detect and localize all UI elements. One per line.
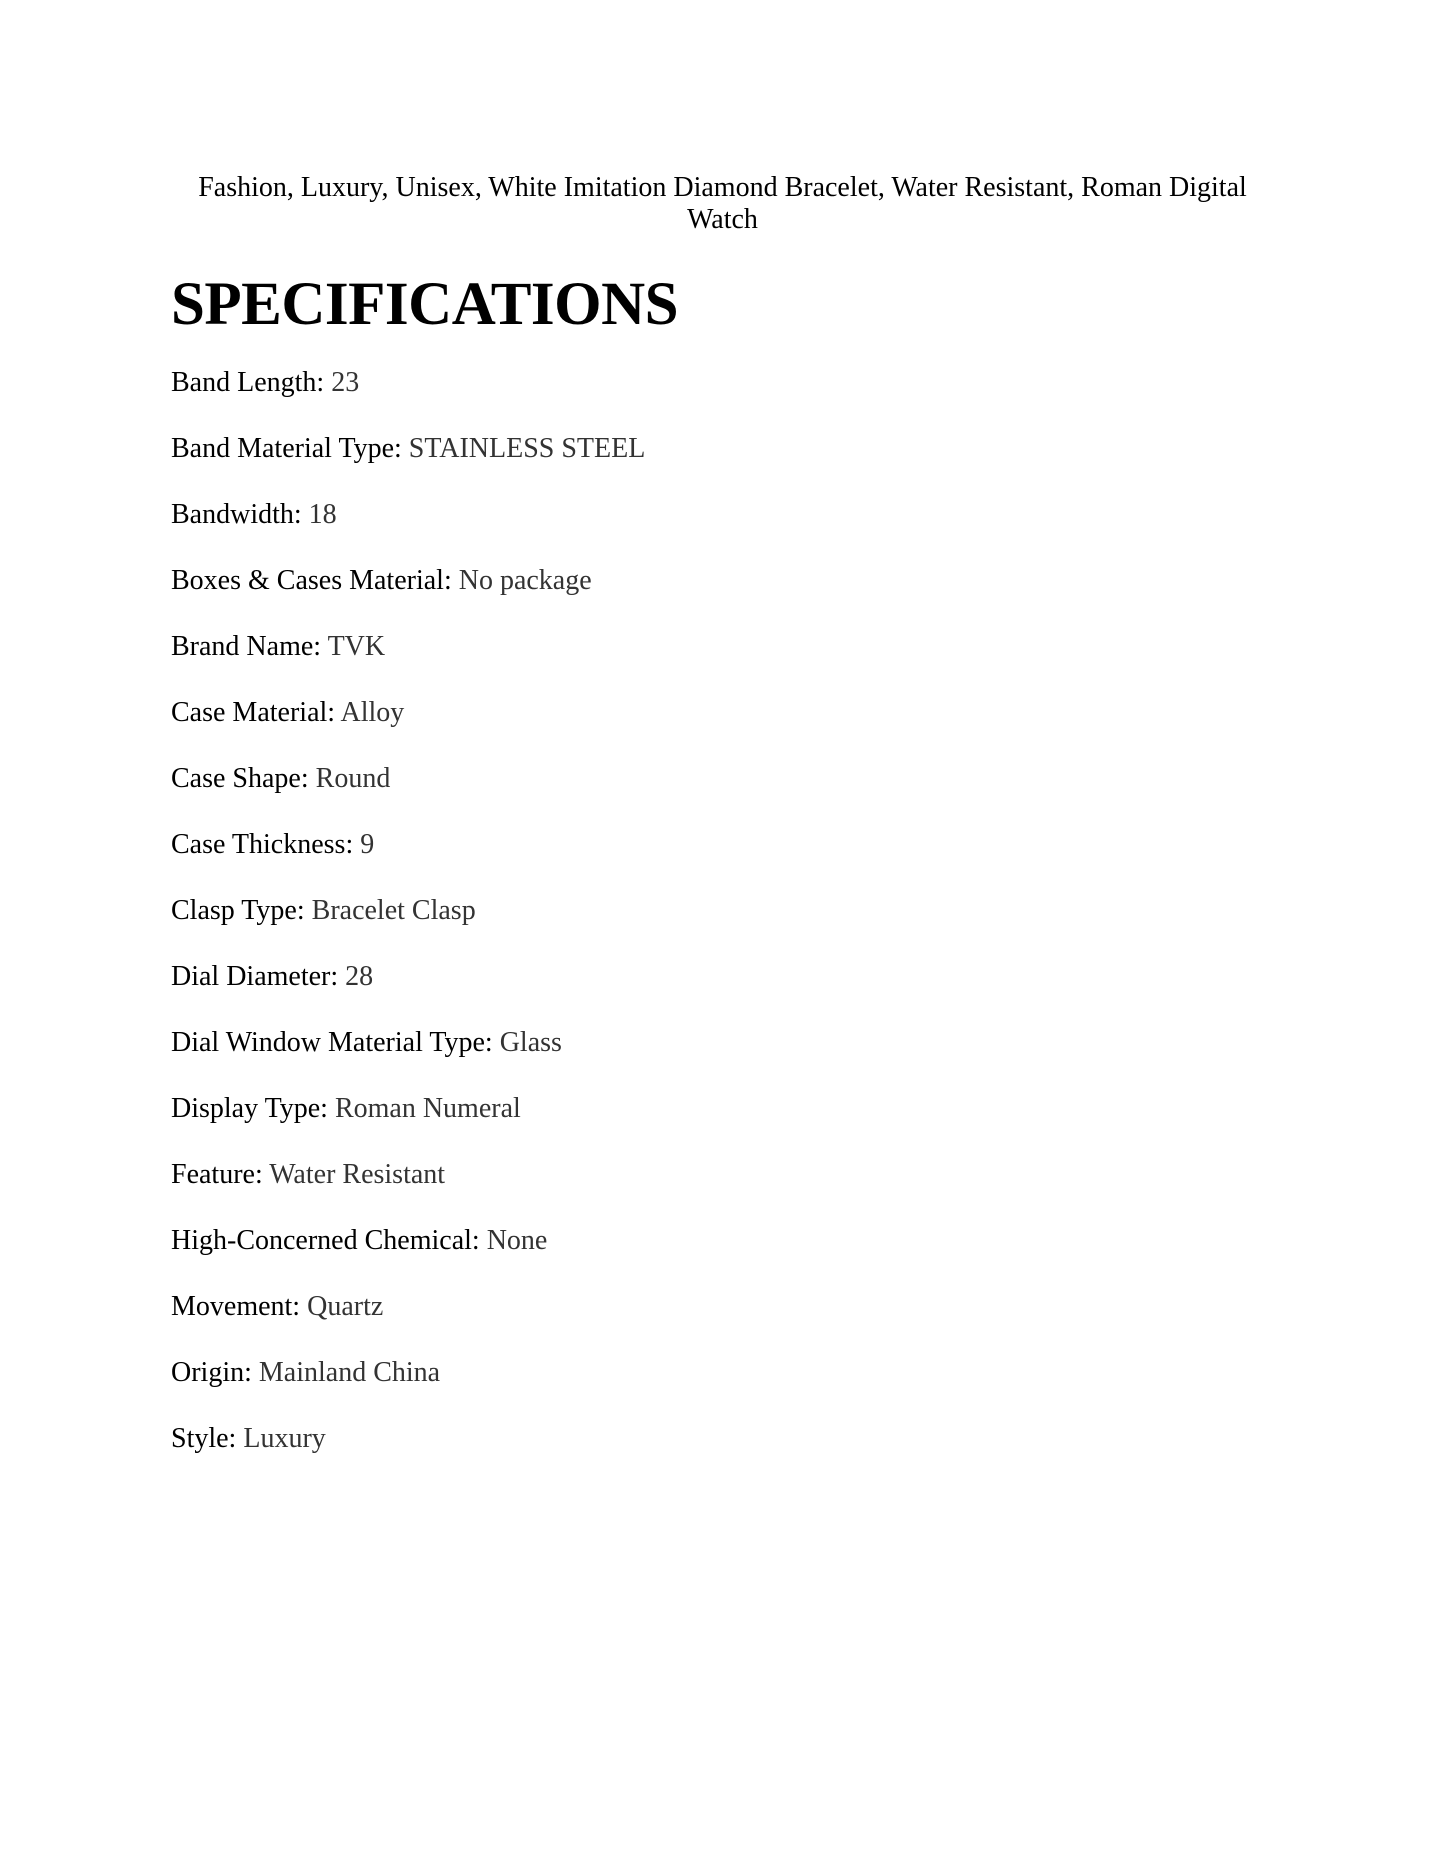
spec-label: Band Length: (171, 367, 325, 398)
spec-value: Roman Numeral (334, 1093, 521, 1124)
spec-value: None (486, 1225, 548, 1256)
spec-label: Bandwidth: (171, 499, 302, 530)
spec-origin (171, 1356, 645, 1422)
spec-list (171, 366, 645, 1488)
spec-value: 23 (331, 367, 360, 398)
spec-label: Style: (171, 1423, 237, 1454)
spec-label: Origin: (171, 1357, 252, 1388)
spec-label: Movement: (171, 1291, 301, 1322)
spec-value: No package (458, 565, 592, 596)
document-title: Fashion, Luxury, Unisex, White Imitation Diamond Bracelet, Water Resistant, Roman Digital Watch (198, 172, 1247, 235)
spec-dial-window-material-type (171, 1026, 645, 1092)
spec-label: Case Thickness: (171, 829, 354, 860)
spec-feature (171, 1158, 645, 1224)
spec-value: Glass (499, 1027, 562, 1058)
spec-style (171, 1422, 645, 1488)
spec-boxes-cases-material (171, 564, 645, 630)
spec-label: Feature: (171, 1159, 263, 1190)
spec-label: Boxes & Cases Material: (171, 565, 452, 596)
spec-value: Alloy (340, 697, 405, 728)
spec-case-shape (171, 762, 645, 828)
specifications-heading: SPECIFICATIONS (171, 271, 679, 338)
spec-label: Case Material: (171, 697, 336, 728)
spec-value: Luxury (243, 1423, 326, 1454)
spec-band-length (171, 366, 645, 432)
spec-value: STAINLESS STEEL (408, 433, 646, 464)
spec-value: 28 (345, 961, 374, 992)
spec-value: 18 (308, 499, 337, 530)
spec-clasp-type (171, 894, 645, 960)
spec-label: Brand Name: (171, 631, 322, 662)
spec-value: Quartz (307, 1291, 384, 1322)
spec-high-concerned-chemical (171, 1224, 645, 1290)
spec-display-type (171, 1092, 645, 1158)
spec-dial-diameter (171, 960, 645, 1026)
spec-label: Case Shape: (171, 763, 309, 794)
spec-label: Dial Window Material Type: (171, 1027, 493, 1058)
spec-value: Round (315, 763, 391, 794)
spec-movement (171, 1290, 645, 1356)
spec-label: Display Type: (171, 1093, 328, 1124)
spec-label: Clasp Type: (171, 895, 305, 926)
spec-bandwidth (171, 498, 645, 564)
spec-value: Mainland China (258, 1357, 441, 1388)
spec-value: Water Resistant (269, 1159, 446, 1190)
spec-case-material (171, 696, 645, 762)
spec-value: TVK (327, 631, 386, 662)
spec-label: Dial Diameter: (171, 961, 339, 992)
spec-value: Bracelet Clasp (311, 895, 476, 926)
spec-case-thickness (171, 828, 645, 894)
spec-value: 9 (360, 829, 375, 860)
spec-label: High-Concerned Chemical: (171, 1225, 480, 1256)
spec-brand-name (171, 630, 645, 696)
spec-label: Band Material Type: (171, 433, 402, 464)
spec-band-material-type (171, 432, 645, 498)
